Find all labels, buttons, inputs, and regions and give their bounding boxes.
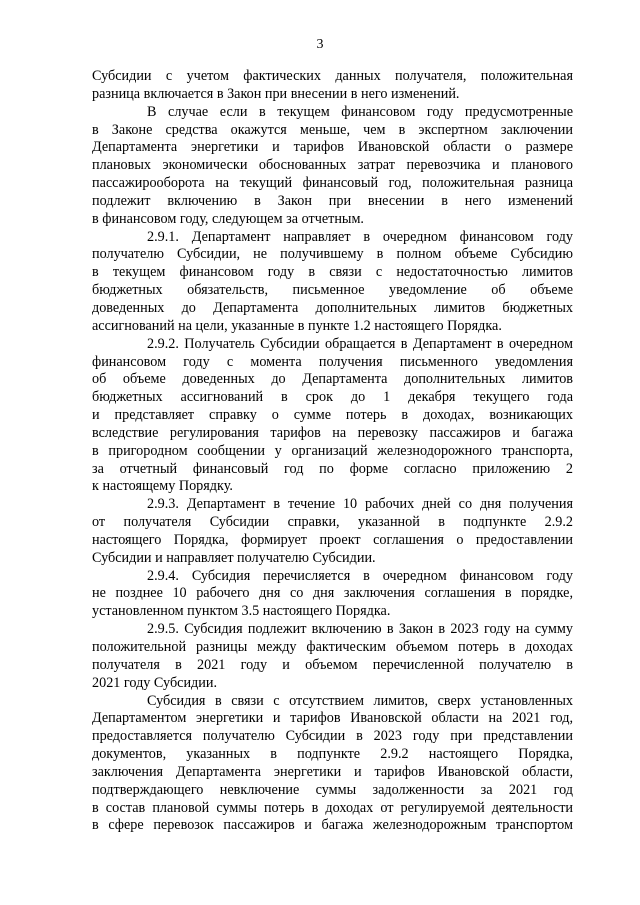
text-line: доведенных до Департамента дополнительных лимитов бюджетных xyxy=(92,299,573,316)
text-line: бюджетных ассигнований в срок до 1 декабря текущего года xyxy=(92,389,573,406)
text-line: разница включается в Закон при внесении в него изменений. xyxy=(92,85,460,102)
text-line: Субсидия в связи с отсутствием лимитов, сверх установленных xyxy=(147,692,573,709)
text-line: Департаментом энергетики и тарифов Ивановской области на 2021 год, xyxy=(92,710,573,727)
text-line: 2.9.2. Получатель Субсидии обращается в Департамент в очередном xyxy=(147,335,573,352)
text-line: не позднее 10 рабочего дня со дня заключения соглашения в порядке, xyxy=(92,585,573,602)
text-line: получателю Субсидии, не получившему в полном объеме Субсидию xyxy=(92,246,573,263)
text-line: от получателя Субсидии справки, указанной в подпункте 2.9.2 xyxy=(92,514,573,531)
text-line: 2.9.4. Субсидия перечисляется в очередном финансовом году xyxy=(147,567,573,584)
text-line: Субсидии с учетом фактических данных получателя, положительная xyxy=(92,68,573,84)
text-line: плановых экономически обоснованных затрат перевозчика и планового xyxy=(92,157,573,174)
text-line: 2.9.5. Субсидия подлежит включению в Закон в 2023 году на сумму xyxy=(147,621,573,638)
text-line: в состав плановой суммы потерь в доходах от регулируемой деятельности xyxy=(92,799,573,816)
text-line: положительной разницы между фактическим объемом потерь в доходах xyxy=(92,639,573,655)
text-line: 2.9.3. Департамент в течение 10 рабочих дней со дня получения xyxy=(147,496,573,513)
text-line: установленном пунктом 3.5 настоящего Порядка. xyxy=(92,603,391,620)
text-line: в пригородном сообщении у организаций железнодорожного транспорта, xyxy=(92,442,573,459)
text-line: в текущем финансовом году в связи с недостаточностью лимитов xyxy=(92,264,573,281)
text-line: и представляет справку о сумме потерь в доходах, возникающих xyxy=(92,407,573,424)
text-line: заключения Департамента энергетики и тарифов Ивановской области, xyxy=(92,763,573,780)
text-line: подлежит включению в Закон при внесении в него изменений xyxy=(92,192,573,209)
text-line: в Законе средства окажутся меньше, чем в экспертном заключении xyxy=(92,121,573,138)
text-line: пассажирооборота на текущий финансовый год, положительная разница xyxy=(92,175,573,192)
text-line: 2021 году Субсидии. xyxy=(92,674,218,691)
document-body xyxy=(92,68,573,835)
text-line: вследствие регулирования тарифов на перевозку пассажиров и багажа xyxy=(92,424,573,441)
text-line: к настоящему Порядку. xyxy=(92,478,233,495)
text-line: в финансовом году, следующем за отчетным. xyxy=(92,210,364,227)
text-line: ассигнований на цели, указанные в пункте 1.2 настоящего Порядка. xyxy=(92,317,502,334)
text-line: финансовом году с момента получения письменного уведомления xyxy=(92,353,573,370)
text-line: за отчетный финансовый год по форме согласно приложению 2 xyxy=(92,460,573,477)
text-line: В случае если в текущем финансовом году предусмотренные xyxy=(147,103,573,120)
text-line: 2.9.1. Департамент направляет в очередном финансовом году xyxy=(147,228,573,245)
text-line: подтверждающего невключение суммы задолженности за 2021 год xyxy=(92,781,573,798)
text-line: Департамента энергетики и тарифов Ивановской области о размере xyxy=(92,139,573,156)
text-line: Субсидии и направляет получателю Субсидии. xyxy=(92,549,376,566)
text-line: в сфере перевозок пассажиров и багажа железнодорожным транспортом xyxy=(92,817,573,834)
text-line: получателя в 2021 году и объемом перечисленной получателю в xyxy=(92,656,573,673)
text-line: предоставляется получателю Субсидии в 2023 году при представлении xyxy=(92,728,573,745)
text-line: об объеме доведенных до Департамента дополнительных лимитов xyxy=(92,371,573,388)
text-line: бюджетных обязательств, письменное уведомление об объеме xyxy=(92,282,573,299)
text-line: настоящего Порядка, формирует проект соглашения о предоставлении xyxy=(92,531,573,548)
text-line: документов, указанных в подпункте 2.9.2 настоящего Порядка, xyxy=(92,746,573,763)
page-number: 3 xyxy=(316,37,324,52)
